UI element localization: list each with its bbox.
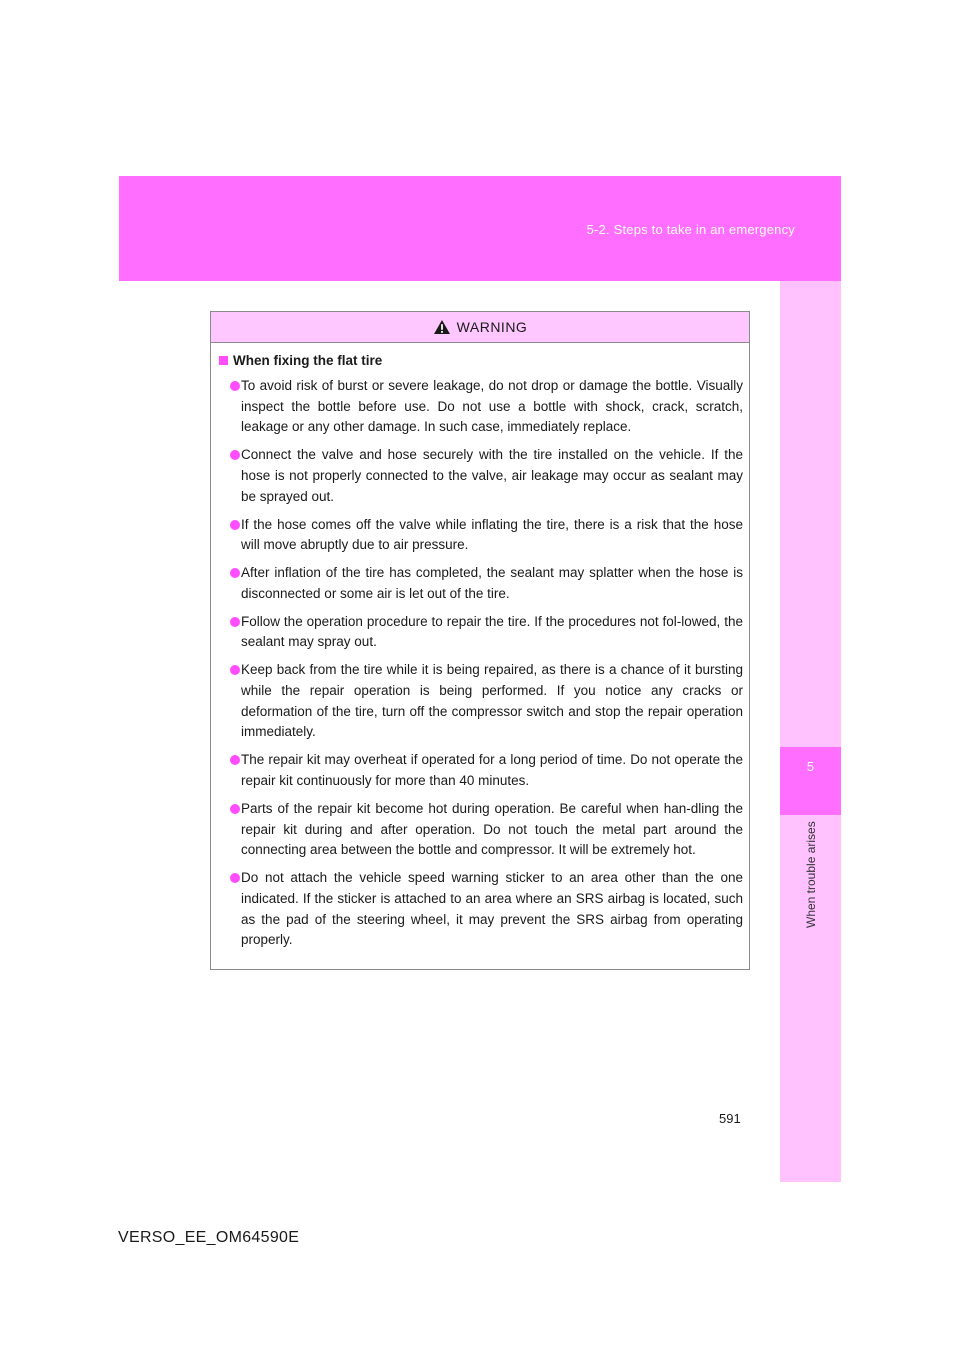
- list-item: [219, 750, 743, 791]
- list-item: [219, 799, 743, 861]
- list-item-text: The repair kit may overheat if operated for a long period of time. Do not operate the repair kit continuously for more than 40 minutes.: [241, 752, 743, 789]
- circle-bullet-icon: [230, 450, 240, 460]
- warning-list: [219, 376, 743, 951]
- warning-title: WARNING: [456, 319, 528, 335]
- list-item-text: Keep back from the tire while it is being repaired, as there is a chance of it bursting while the repair operation is being performed. If you notice any cracks or deformation of the tire, turn off the compressor switch and stop the repair operation immediately.: [241, 662, 743, 740]
- header-band: [119, 176, 841, 281]
- list-item-text: Parts of the repair kit become hot during operation. Be careful when han-dling the repair kit during and after operation. Do not touch the metal part around the connecting area between the bottle and compressor. It will be extremely hot.: [241, 800, 743, 858]
- list-item: [219, 515, 743, 556]
- page-number: 591: [719, 1111, 741, 1126]
- warning-heading-text: When fixing the flat tire: [233, 353, 383, 368]
- section-title: 5-2. Steps to take in an emergency: [586, 222, 795, 237]
- list-item-text: Do not attach the vehicle speed warning sticker to an area other than the one indicated. If the sticker is attached to an area where an SRS airbag is located, such as the pad of the steering wheel, it may prevent the SRS airbag from operating properly.: [241, 870, 743, 948]
- square-bullet-icon: [219, 356, 228, 365]
- circle-bullet-icon: [230, 568, 240, 578]
- chapter-number-band: [780, 747, 841, 815]
- chapter-label: When trouble arises: [804, 821, 818, 928]
- circle-bullet-icon: [230, 617, 240, 627]
- warning-triangle-icon: [433, 319, 451, 335]
- list-item: [219, 660, 743, 743]
- circle-bullet-icon: [230, 755, 240, 765]
- warning-header: [211, 312, 749, 343]
- list-item: [219, 868, 743, 951]
- list-item-text: Follow the operation procedure to repair the tire. If the procedures not fol-lowed, the sealant may spray out.: [241, 613, 743, 650]
- list-item: [219, 376, 743, 438]
- list-item: [219, 445, 743, 507]
- circle-bullet-icon: [230, 804, 240, 814]
- circle-bullet-icon: [230, 873, 240, 883]
- list-item: [219, 563, 743, 604]
- document-code: VERSO_EE_OM64590E: [118, 1229, 300, 1246]
- list-item-text: To avoid risk of burst or severe leakage, do not drop or damage the bottle. Visually inspect the bottle before use. Do not use a bottle with shock, crack, scratch, leakage or any other damage. In such case, immediately replace.: [241, 378, 743, 435]
- list-item-text: After inflation of the tire has completed, the sealant may splatter when the hose is disconnected or some air is let out of the tire.: [241, 565, 743, 601]
- warning-section-heading: [219, 353, 743, 368]
- chapter-side-tab: [780, 281, 841, 1182]
- list-item: [219, 612, 743, 653]
- list-item-text: If the hose comes off the valve while inflating the tire, there is a risk that the hose will move abruptly due to air pressure.: [241, 516, 743, 553]
- chapter-number: 5: [806, 759, 815, 774]
- warning-box: [210, 311, 750, 970]
- warning-body: [211, 343, 749, 951]
- circle-bullet-icon: [230, 665, 240, 675]
- circle-bullet-icon: [230, 381, 240, 391]
- circle-bullet-icon: [230, 520, 240, 530]
- list-item-text: Connect the valve and hose securely with the tire installed on the vehicle. If the hose is not properly connected to the valve, air leakage may occur as sealant may be sprayed out.: [241, 447, 743, 504]
